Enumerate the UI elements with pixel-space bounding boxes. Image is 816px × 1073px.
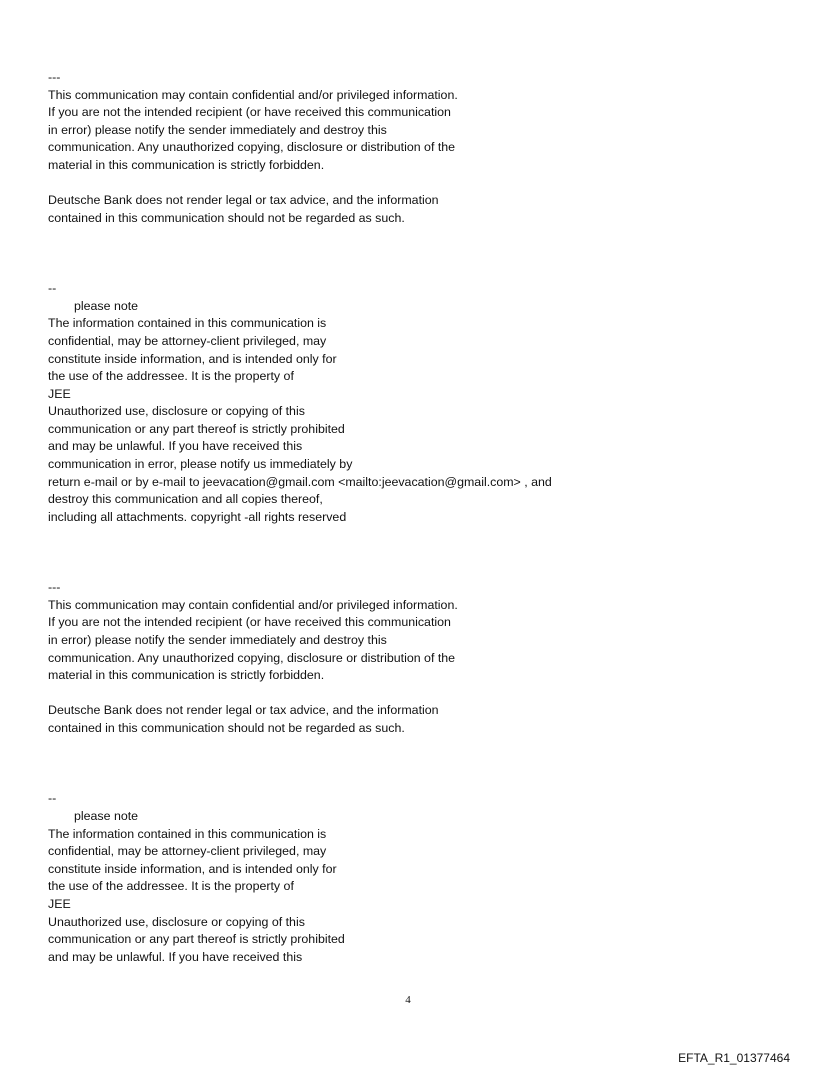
text-line: Unauthorized use, disclosure or copying of this bbox=[48, 914, 305, 929]
text-line: JEE bbox=[48, 386, 71, 401]
separator: -- bbox=[48, 791, 57, 806]
text-line: communication or any part thereof is strictly prohibited bbox=[48, 421, 345, 436]
text-line: contained in this communication should not be regarded as such. bbox=[48, 721, 405, 735]
text-line: material in this communication is strictly forbidden. bbox=[48, 157, 325, 172]
text-line: contained in this communication should not be regarded as such. bbox=[48, 210, 405, 225]
text-line: constitute inside information, and is intended only for bbox=[48, 351, 337, 366]
confidentiality-notice-block bbox=[48, 579, 788, 737]
text-line: communication in error, please notify us immediately by bbox=[48, 457, 353, 472]
text-line: destroy this communication and all copies thereof, bbox=[48, 492, 323, 507]
separator: --- bbox=[48, 70, 61, 84]
note-heading: please note bbox=[74, 808, 139, 823]
please-note-block bbox=[48, 280, 788, 526]
text-line: If you are not the intended recipient (or have received this communication bbox=[48, 615, 451, 630]
text-line: Deutsche Bank does not render legal or tax advice, and the information bbox=[48, 703, 439, 718]
document-id: EFTA_R1_01377464 bbox=[678, 1051, 790, 1065]
text-line: including all attachments. copyright -all rights reserved bbox=[48, 509, 347, 524]
text-line: confidential, may be attorney-client privileged, may bbox=[48, 844, 327, 859]
text-line: constitute inside information, and is intended only for bbox=[48, 861, 337, 876]
text-line: The information contained in this communication is bbox=[48, 826, 327, 841]
separator: -- bbox=[48, 281, 57, 296]
document-body bbox=[48, 69, 788, 966]
text-line: the use of the addressee. It is the property of bbox=[48, 369, 294, 384]
text-line: communication. Any unauthorized copying, disclosure or distribution of the bbox=[48, 140, 456, 155]
text-line: communication or any part thereof is strictly prohibited bbox=[48, 932, 345, 947]
page-number: 4 bbox=[405, 994, 411, 1006]
text-line: This communication may contain confidential and/or privileged information. bbox=[48, 597, 458, 612]
text-line: in error) please notify the sender immediately and destroy this bbox=[48, 122, 387, 137]
text-line: This communication may contain confidential and/or privileged information. bbox=[48, 87, 458, 102]
text-line: Deutsche Bank does not render legal or tax advice, and the information bbox=[48, 193, 439, 208]
please-note-block bbox=[48, 790, 788, 966]
text-line-email: return e-mail or by e-mail to jeevacation@gmail.com <mailto:jeevacation@gmail.com> , and bbox=[48, 474, 552, 489]
text-line: The information contained in this communication is bbox=[48, 316, 327, 331]
note-heading: please note bbox=[74, 298, 139, 313]
text-line: the use of the addressee. It is the property of bbox=[48, 879, 294, 894]
text-line: material in this communication is strictly forbidden. bbox=[48, 668, 325, 683]
text-line: If you are not the intended recipient (or have received this communication bbox=[48, 105, 451, 120]
text-line: communication. Any unauthorized copying, disclosure or distribution of the bbox=[48, 650, 456, 665]
text-line: and may be unlawful. If you have received this bbox=[48, 949, 303, 964]
confidentiality-notice-block bbox=[48, 69, 788, 227]
text-line: Unauthorized use, disclosure or copying of this bbox=[48, 404, 305, 419]
text-line: JEE bbox=[48, 896, 71, 911]
text-line: confidential, may be attorney-client privileged, may bbox=[48, 333, 327, 348]
text-line: in error) please notify the sender immediately and destroy this bbox=[48, 633, 387, 648]
text-line: and may be unlawful. If you have received this bbox=[48, 439, 303, 454]
separator: --- bbox=[48, 580, 61, 595]
